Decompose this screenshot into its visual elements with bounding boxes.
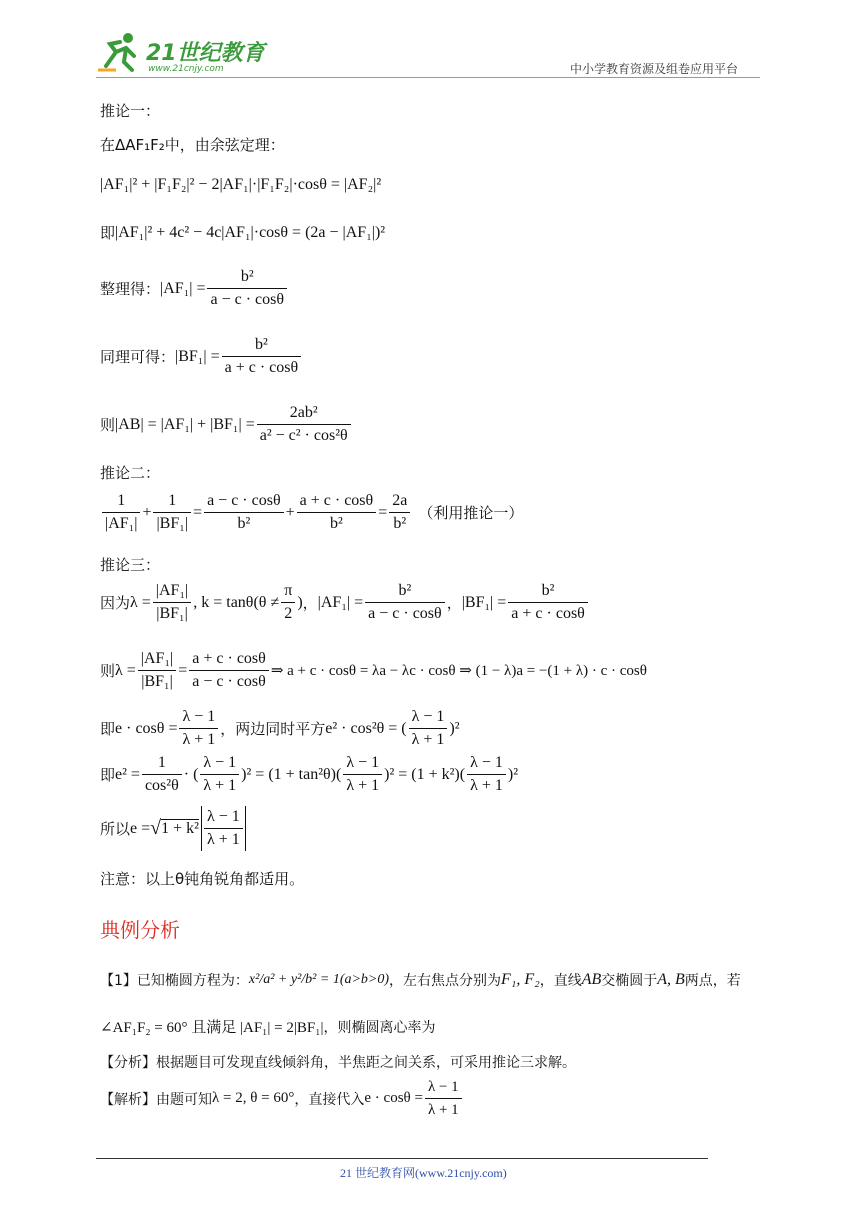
tidy-den: a − c · cosθ — [210, 291, 285, 308]
runner-logo-icon — [96, 30, 144, 74]
ji1-num: λ − 1 — [179, 706, 218, 729]
lambda-den: |BF₁| — [156, 605, 188, 622]
ji1-mid: ，两边同时平方 — [220, 720, 326, 738]
ji1-line — [100, 706, 460, 751]
analysis-text: 根据题目可发现直线倾斜角，半焦距之间关系，可采用推论三求解。 — [156, 1055, 576, 1071]
header-logo — [96, 30, 266, 78]
ji2-prefix: 即 — [100, 766, 116, 784]
ji1-sq-den: λ + 1 — [411, 731, 445, 748]
ji1-sq-fraction — [409, 706, 448, 751]
af1-lhs: |AF₁| = — [317, 593, 364, 611]
sqrt-icon: √ — [150, 817, 162, 839]
tidy-equation — [100, 266, 289, 311]
pi-den: 2 — [284, 605, 293, 622]
c2-plus2: + — [285, 503, 295, 521]
ji2-f1-num: 1 — [142, 752, 182, 775]
bf1-num: b² — [508, 580, 588, 603]
q-c: ，直线 — [539, 973, 582, 989]
so-radicand: 1 + k² — [161, 820, 199, 837]
ji2-line — [100, 752, 518, 797]
c2-f1-den: |AF₁| — [105, 515, 138, 532]
corollary3-title: 推论三： — [100, 556, 161, 574]
q-d: 交椭圆于 — [601, 973, 658, 989]
c2-plus: + — [142, 503, 152, 521]
af1-fraction — [365, 580, 445, 625]
ab-num: 2ab² — [257, 402, 351, 425]
c2-f3-den: b² — [237, 515, 251, 532]
so-fraction — [201, 806, 246, 851]
then-rest: ⇒ a + c · cosθ = λa − λc · cosθ ⇒ (1 − λ)a = −(1 + λ) · c · cosθ — [270, 663, 647, 679]
solution-line — [100, 1076, 464, 1121]
af1-num: b² — [365, 580, 445, 603]
ab-den: a² − c² · cos²θ — [259, 427, 348, 444]
q-line2: ∠AF₁F₂ = 60° 且满足 |AF₁| = 2|BF₁| — [100, 1020, 324, 1036]
q-a: 已知椭圆方程为： — [136, 973, 249, 989]
solution-b: ，直接代入 — [294, 1091, 365, 1108]
ji1-fraction — [179, 706, 218, 751]
then-f1-num: |AF₁| — [138, 648, 176, 671]
c2-frac5 — [389, 490, 410, 535]
c2-f2-den: |BF₁| — [156, 515, 189, 532]
ab-equation — [100, 402, 353, 447]
ji2-d: )² — [507, 765, 518, 783]
then-f2-den: a − c · cosθ — [192, 673, 266, 690]
ji-prefix: 即 — [100, 224, 116, 242]
tidy-lhs: |AF₁| = — [160, 279, 206, 297]
header-rule — [96, 77, 760, 78]
ji2-frac1 — [142, 752, 182, 797]
ab-fraction — [257, 402, 351, 447]
because-line — [100, 580, 590, 625]
cosine-law-equation: |AF₁|² + |F₁F₂|² − 2|AF₁|·|F₁F₂|·cosθ = |AF₂|² — [100, 176, 382, 193]
ab-lhs: |AB| = |AF₁| + |BF₁| = — [115, 415, 255, 433]
example-question-line1 — [100, 970, 741, 990]
logo-url: www.21cnjy.com — [148, 64, 224, 74]
c2-eq2: = — [378, 503, 388, 521]
ji2-frac2 — [200, 752, 239, 797]
ji2-f4-den: λ + 1 — [470, 777, 503, 794]
ji2-frac4 — [467, 752, 506, 797]
solution-fraction — [425, 1076, 462, 1121]
ji2-lhs: e² = — [115, 765, 140, 783]
then-lambda: λ = — [115, 661, 136, 679]
then-f2-num: a + c · cosθ — [189, 648, 269, 671]
same-prefix: 同理可得： — [100, 348, 176, 366]
ji2-f3-den: λ + 1 — [346, 777, 380, 794]
sep2: ， — [446, 594, 462, 612]
ji2-b: )² = (1 + tan²θ)( — [241, 765, 342, 783]
q-ellipse: x²/a² + y²/b² = 1(a>b>0) — [248, 972, 390, 987]
c2-frac4 — [297, 490, 377, 535]
ji1-den: λ + 1 — [182, 731, 216, 748]
then-f1-den: |BF₁| — [141, 673, 173, 690]
c2-f3-num: a − c · cosθ — [204, 490, 284, 513]
pi-num: π — [281, 580, 295, 603]
solution-vals: λ = 2, θ = 60° — [212, 1090, 295, 1106]
solution-num: λ − 1 — [425, 1076, 462, 1099]
solution-tag: 【解析】 — [100, 1091, 156, 1108]
same-lhs: |BF₁| = — [175, 347, 220, 365]
k-close: ) — [297, 593, 303, 611]
k-def: , k = tanθ(θ ≠ — [193, 593, 280, 611]
ji2-f1-den: cos²θ — [144, 777, 179, 794]
q-foci: F₁, F₂ — [501, 971, 540, 988]
af1-den: a − c · cosθ — [368, 605, 442, 622]
lambda-num: |AF₁| — [153, 580, 191, 603]
same-equation — [100, 334, 303, 379]
tidy-prefix: 整理得： — [100, 280, 161, 298]
same-num: b² — [222, 334, 302, 357]
so-line — [100, 806, 248, 851]
c2-frac2 — [153, 490, 191, 535]
analysis-line — [100, 1052, 576, 1072]
q-pts: A, B — [657, 971, 685, 988]
ji1-sq-close: )² — [449, 719, 460, 737]
note-text: 注意：以上θ钝角锐角都适用。 — [100, 870, 305, 888]
corollary2-title: 推论二： — [100, 464, 161, 482]
footer-text: 21 世纪教育网(www.21cnjy.com) — [340, 1166, 507, 1180]
c2-f4-num: a + c · cosθ — [297, 490, 377, 513]
lambda-fraction — [153, 580, 191, 625]
ji1-lhs: e · cosθ = — [115, 719, 178, 737]
ji2-f2-num: λ − 1 — [200, 752, 239, 775]
because-prefix: 因为 — [100, 594, 131, 612]
solution-eq: e · cosθ = — [364, 1090, 423, 1106]
bf1-fraction — [508, 580, 588, 625]
bf1-lhs: |BF₁| = — [461, 593, 507, 611]
q-b: ，左右焦点分别为 — [389, 973, 502, 989]
example-tag: 【1】 — [100, 973, 137, 989]
ji2-frac3 — [343, 752, 382, 797]
ji1-sq: e² · cos²θ = ( — [325, 719, 407, 737]
solution-a: 由题可知 — [156, 1091, 212, 1108]
ab-prefix: 则 — [100, 416, 116, 434]
c2-f2-num: 1 — [153, 490, 191, 513]
ji2-f4-num: λ − 1 — [467, 752, 506, 775]
then-prefix: 则 — [100, 662, 116, 680]
ji1-prefix: 即 — [100, 720, 116, 738]
footer-rule — [96, 1158, 708, 1159]
c2-f5-den: b² — [393, 515, 407, 532]
c2-note: （利用推论一） — [418, 504, 524, 522]
ji2-a: · ( — [183, 765, 199, 783]
platform-name: 中小学教育资源及组卷应用平台 — [570, 62, 739, 76]
section-title: 典例分析 — [100, 918, 180, 942]
c2-frac1 — [102, 490, 140, 535]
solution-den: λ + 1 — [427, 1102, 459, 1118]
corollary1-title: 推论一： — [100, 102, 161, 120]
ji2-c: )² = (1 + k²)( — [384, 765, 466, 783]
ji2-f3-num: λ − 1 — [343, 752, 382, 775]
ji-formula: |AF₁|² + 4c² − 4c|AF₁|·cosθ = (2a − |AF₁|)² — [115, 223, 386, 241]
same-fraction — [222, 334, 302, 379]
then-frac1 — [138, 648, 176, 693]
corollary2-equation — [100, 490, 523, 535]
example-question-line2 — [100, 1016, 435, 1037]
q-e: 两点，若 — [684, 973, 741, 989]
then-line: 则 λ = $\frac{\text{|AF₁|}}{\text{|BF₁|}}$ = $\frac{a + c \cdot \cos\theta}{a - c \cdot \cos\theta}$ ⇒ a + c · cosθ = λa − λc · cosθ ⇒ (1 − λ)a = −(1 + λ) · c · cosθ — [100, 648, 647, 693]
ji-equation — [100, 222, 385, 243]
same-den: a + c · cosθ — [224, 359, 299, 376]
q-line2-end: ，则椭圆离心率为 — [323, 1019, 436, 1036]
c2-f1-num: 1 — [102, 490, 140, 513]
so-den: λ + 1 — [206, 831, 240, 848]
sep1: ， — [302, 594, 318, 612]
bf1-den: a + c · cosθ — [511, 605, 585, 622]
q-ab: AB — [581, 971, 602, 988]
tidy-num: b² — [207, 266, 287, 289]
logo-text: 21世纪教育 — [146, 41, 265, 66]
tidy-fraction — [207, 266, 287, 311]
c2-eq1: = — [193, 503, 203, 521]
c2-frac3 — [204, 490, 284, 535]
analysis-tag: 【分析】 — [100, 1055, 156, 1071]
so-lhs: e = — [130, 819, 151, 837]
c2-f5-num: 2a — [389, 490, 410, 513]
corollary1-intro: 在ΔAF₁F₂中，由余弦定理： — [100, 136, 285, 154]
lambda-eq: λ = — [130, 593, 151, 611]
then-frac2 — [189, 648, 269, 693]
pi-fraction — [281, 580, 295, 625]
c2-f4-den: b² — [330, 515, 343, 532]
so-prefix: 所以 — [100, 820, 131, 838]
ji1-sq-num: λ − 1 — [409, 706, 448, 729]
ji2-f2-den: λ + 1 — [203, 777, 237, 794]
so-num: λ − 1 — [204, 806, 243, 829]
